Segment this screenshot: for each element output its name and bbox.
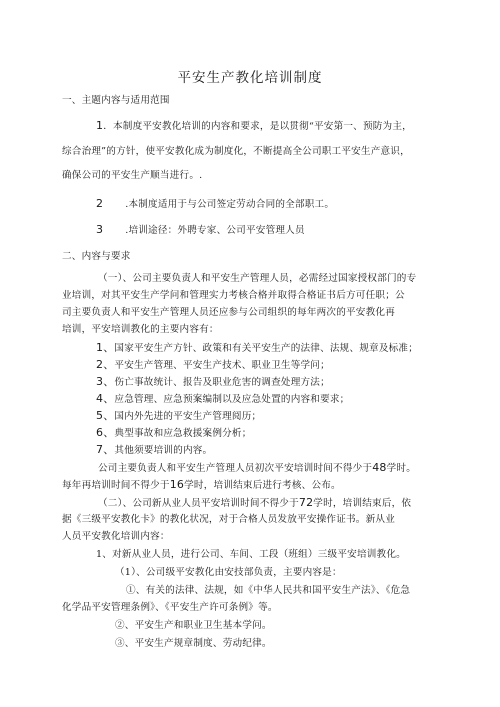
paragraph-1-line-4: 培训，平安培训教化的主要内容有： [62, 324, 219, 335]
list-text: 国内外先进的平安生产管理阅历； [114, 411, 262, 422]
item-number: 1 [96, 119, 104, 132]
item-text: .本制度适用于与公司签定劳动合同的全部职工。 [125, 199, 335, 210]
list-number: 4、 [96, 392, 115, 405]
paragraph-item-1-line-2: 综合治理”的方针，使平安教化成为制度化，不断提高全公司职工平安生产意识， [62, 146, 410, 157]
page-title: 平安生产教化培训制度 [177, 70, 323, 86]
list-item [96, 358, 330, 372]
paragraph-3-line-2: 据《三级平安教化卡》的教化状况，对于合格人员发放平安操作证书。新从业 [62, 514, 395, 525]
paragraph-2-line-1 [98, 461, 416, 475]
list-number: 6、 [96, 426, 115, 439]
subitem-1-1: （1）、公司级平安教化由安技部负责，主要内容是： [115, 567, 342, 578]
list-item [96, 341, 418, 355]
list-item [96, 443, 212, 457]
paragraph-item-1-line-1 [96, 119, 412, 133]
paragraph-3-line-3: 人员平安教化培训内容： [62, 531, 170, 542]
list-item [96, 375, 330, 389]
section-heading-content: 二、内容与要求 [62, 251, 131, 262]
list-number: 3、 [96, 375, 115, 388]
paragraph-3-line-1 [98, 496, 411, 510]
text-run: 公司主要负责人和平安生产管理人员初次平安培训时间不得少于 [98, 463, 373, 474]
text-run: （二）、公司新从业人员平安培训时间不得少于 [98, 498, 299, 509]
list-item [96, 426, 252, 440]
hours-number: 48 [372, 461, 387, 474]
hours-number: 72 [298, 496, 314, 509]
clause-1-line-2: 化学品平安管理条例》、《平安生产许可条例》等。 [62, 602, 278, 613]
text-run: 每年再培训时间不得少于 [62, 480, 170, 491]
clause-2: ②、平安生产和职业卫生基本学问。 [115, 620, 272, 631]
paragraph-item-3 [96, 223, 305, 237]
subitem-1: 1、对新从业人员，进行公司、车间、工段（班组）三级平安培训教化。 [96, 549, 406, 560]
list-text: 其他须要培训的内容。 [114, 445, 213, 456]
hours-number: 16 [169, 478, 185, 491]
list-item [96, 392, 349, 406]
clause-1-line-1: ①、有关的法律、法规，如《中华人民共和国平安生产法》、《危急 [126, 585, 411, 596]
paragraph-1-line-2: 业培训，对其平安生产学问和管理实力考核合格并取得合格证书后方可任职；公 [62, 290, 405, 301]
list-number: 5、 [96, 409, 115, 422]
list-text: 伤亡事故统计、报告及职业危害的调查处理方法； [114, 377, 330, 388]
paragraph-1-line-3: 司主要负责人和平安生产管理人员还应参与公司组织的每年两次的平安教化再 [62, 307, 395, 318]
item-text: .培训途径：外聘专家、公司平安管理人员 [125, 225, 305, 236]
list-text: 国家平安生产方针、政策和有关平安生产的法律、法规、规章及标准； [114, 343, 419, 354]
item-number: 2 [96, 197, 104, 210]
text-run: 学时，培训结束后，依 [313, 498, 412, 509]
item-number: 3 [96, 223, 104, 236]
list-number: 1、 [96, 341, 115, 354]
list-item [96, 409, 261, 423]
paragraph-item-1-line-3: 确保公司的平安生产顺当进行。. [62, 170, 203, 181]
item-text: ．本制度平安教化培训的内容和要求，是以贯彻“平安第一、预防为主， [103, 121, 412, 132]
text-run: 学时。 [386, 463, 417, 474]
list-number: 7、 [96, 443, 115, 456]
list-text: 应急管理、应急预案编制以及应急处置的内容和要求； [114, 394, 350, 405]
list-text: 平安生产管理、平安生产技术、职业卫生等学问； [114, 360, 330, 371]
section-heading-scope: 一、主题内容与适用范围 [62, 95, 170, 106]
list-number: 2、 [96, 358, 115, 371]
text-run: 学时，培训结束后进行考核、公布。 [184, 480, 341, 491]
paragraph-2-line-2 [62, 478, 341, 492]
clause-3: ③、平安生产规章制度、劳动纪律。 [115, 638, 272, 649]
list-text: 典型事故和应急救援案例分析； [114, 428, 252, 439]
paragraph-item-2 [96, 197, 334, 211]
paragraph-1-line-1: （一）、公司主要负责人和平安生产管理人员，必需经过国家授权部门的专 [98, 273, 417, 284]
